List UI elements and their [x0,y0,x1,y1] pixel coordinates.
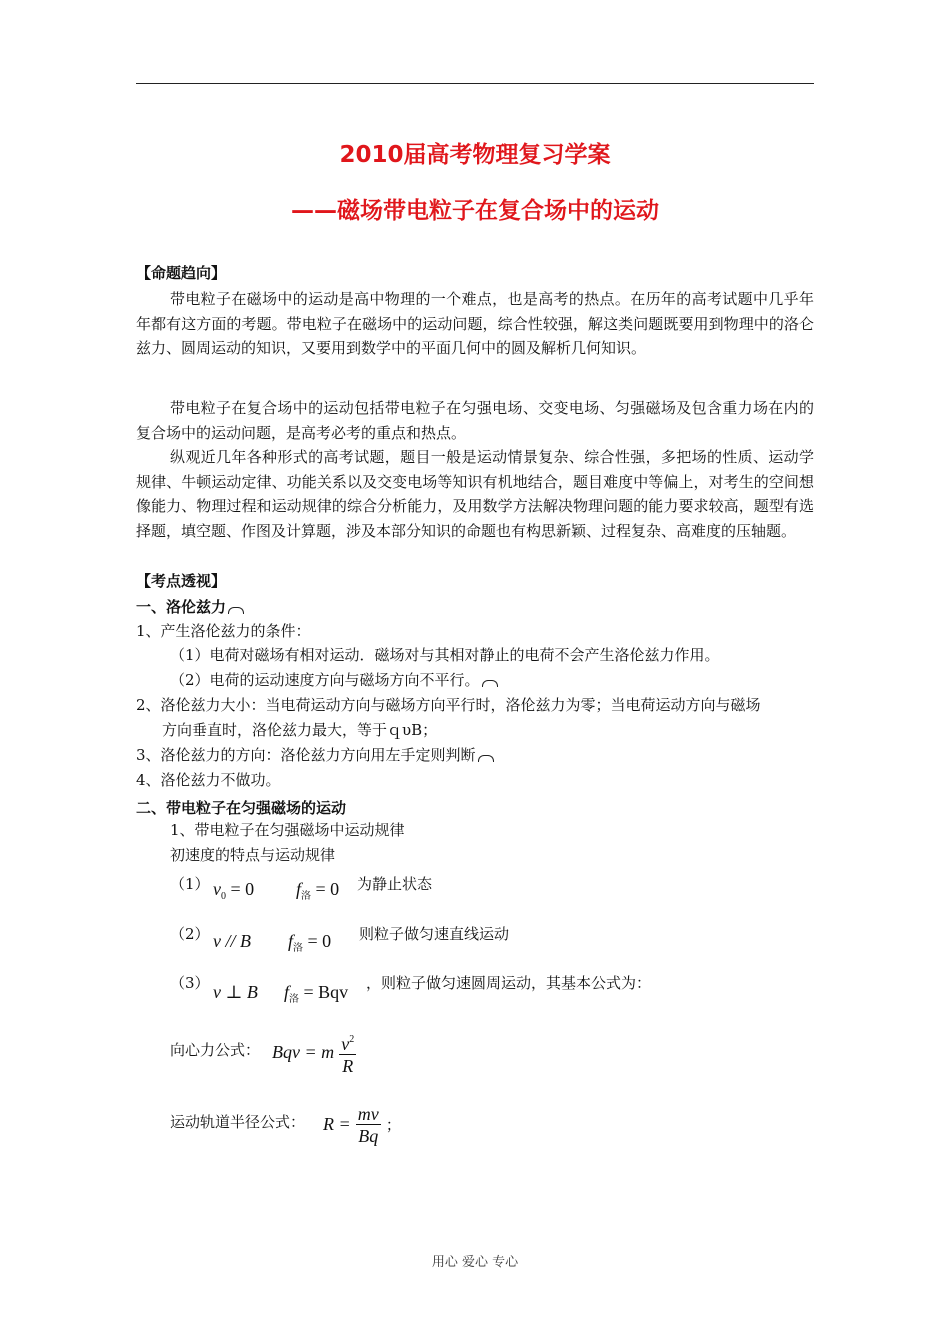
document-subtitle: ——磁场带电粒子在复合场中的运动 [291,198,659,224]
edit-mark-icon [478,755,494,762]
case-2-velocity: v // B [213,931,251,951]
case-2-number: （2） [170,925,210,943]
edit-mark-icon [482,680,498,687]
lorentz-condition: 1、产生洛伦兹力的条件： [136,622,311,640]
trend-paragraph-3: 纵观近几年各种形式的高考试题，题目一般是运动情景复杂、综合性强，多把场的性质、运动学规律、牛顿运动定律、功能关系以及交变电场等知识有机地结合，题目难度中等偏上，对考生的空间想像能力、物理过程和运动规律的综合分析能力，及用数学方法解决物理问题的能力要求较高，题型有选择题，填空题、作图及计算题，涉及本部分知识的命题也有构思新颖、过程复杂、高难度的压轴题。 [136,448,814,540]
centripetal-formula: Bqv = m $\frac{v^2}{R}$ [272,1030,356,1077]
radius-formula: R = $\frac{mv}{Bq}$ ； [323,1104,401,1146]
case-1-velocity: $v_0 = 0$ [213,879,255,902]
case-2-force: $f_洛 = 0$ [288,931,332,954]
lorentz-condition-2: （2）电荷的运动速度方向与磁场方向不平行。 [170,668,498,693]
case-3-velocity: v ⊥ B [213,982,258,1002]
case-1-result: 为静止状态 [357,875,433,893]
motion-law-intro: 初速度的特点与运动规律 [170,846,336,864]
case-2-result: 则粒子做匀速直线运动 [359,925,510,943]
lorentz-condition-1: （1）电荷对磁场有相对运动．磁场对与其相对静止的电荷不会产生洛伦兹力作用。 [170,646,720,664]
section-heading-trend: 【命题趋向】 [136,264,227,282]
case-1-number: （1） [170,875,210,893]
document-title: 2010届高考物理复习学案 [339,142,611,168]
radius-fraction: $\frac{mv}{Bq}$ [357,1104,379,1146]
motion-law-title: 1、带电粒子在匀强磁场中运动规律 [170,821,405,839]
case-1-force: $f_洛 = 0$ [296,879,340,902]
centripetal-fraction: $\frac{v^2}{R}$ [339,1030,356,1077]
trend-paragraph-2: 带电粒子在复合场中的运动包括带电粒子在匀强电场、交变电场、匀强磁场及包含重力场在内的复合场中的运动问题，是高考必考的重点和热点。 [136,399,814,442]
section-heading-points: 【考点透视】 [136,572,227,590]
lorentz-no-work: 4、洛伦兹力不做功。 [136,771,281,789]
case-3-force: $f_洛$ = Bqv [284,982,349,1005]
trend-paragraph-1: 带电粒子在磁场中的运动是高中物理的一个难点，也是高考的热点。在历年的高考试题中几乎年年都有这方面的考题。带电粒子在磁场中的运动问题，综合性较强，解这类问题既要用到物理中的洛仑兹力、圆周运动的知识，又要用到数学中的平面几何中的圆及解析几何知识。 [136,290,814,357]
centripetal-label: 向心力公式： [170,1041,261,1059]
part1-heading: 一、洛伦兹力 [136,596,244,617]
lorentz-magnitude-line2: 方向垂直时，洛伦兹力最大，等于ｑυB； [162,721,438,739]
edit-mark-icon [228,607,244,614]
lorentz-magnitude-line1: 2、洛伦兹力大小：当电荷运动方向与磁场方向平行时，洛伦兹力为零；当电荷运动方向与磁场 [136,696,761,714]
header-rule [136,83,814,84]
page-footer: 用心 爱心 专心 [431,1255,519,1270]
part2-heading: 二、带电粒子在匀强磁场的运动 [136,799,347,817]
lorentz-direction: 3、洛伦兹力的方向：洛伦兹力方向用左手定则判断 [136,743,494,768]
radius-label: 运动轨道半径公式： [170,1113,306,1131]
case-3-number: （3） [170,974,210,992]
case-3-result: ，则粒子做匀速圆周运动，其基本公式为： [366,974,652,992]
